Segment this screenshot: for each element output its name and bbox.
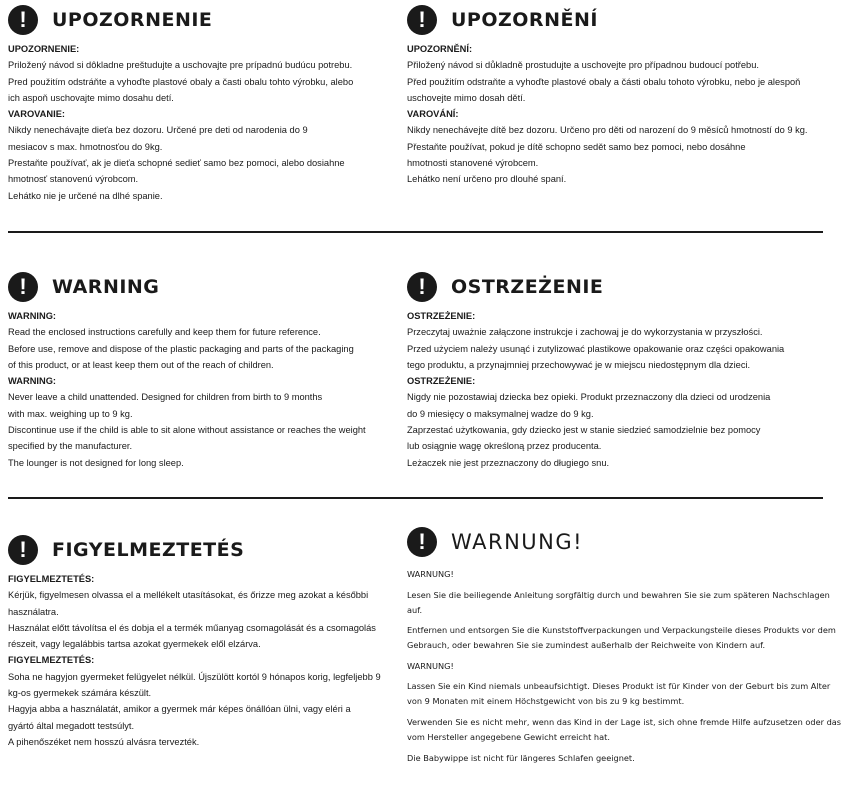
warning-exclamation-icon: ! xyxy=(8,272,38,302)
section-pl xyxy=(407,270,827,471)
section-title: WARNUNG! xyxy=(451,530,584,554)
heading: VAROVANIE: xyxy=(8,109,65,120)
section-header xyxy=(8,533,393,567)
paragraph: A pihenőszéket nem hosszú alvásra tervezték. xyxy=(8,736,200,747)
paragraph: Entfernen und entsorgen Sie die Kunststoffverpackungen und Verpackungsteile dieses Produkts vor dem Gebrauch, oder bewahren Sie sie zumindest außerhalb der Reichweite von Kindern auf. xyxy=(407,625,836,651)
paragraph: Priložený návod si dôkladne preštudujte a uschovajte pre prípadnú budúcu potrebu. xyxy=(8,60,353,71)
paragraph: Before use, remove and dispose of the plastic packaging and parts of the packaging of this product, or at least keep them out of the reach of children. xyxy=(8,343,354,370)
section-divider xyxy=(8,231,823,233)
paragraph: Lehátko není určeno pro dlouhé spaní. xyxy=(407,174,567,185)
section-hu xyxy=(8,533,393,750)
paragraph: Pred použitím odstráňte a vyhoďte plastové obaly a časti obalu tohto výrobku, alebo ich aspoň uschovajte mimo dosahu detí. xyxy=(8,76,354,103)
heading: WARNUNG! xyxy=(407,569,454,579)
heading: OSTRZEŻENIE: xyxy=(407,376,476,387)
heading: UPOZORNĚNÍ: xyxy=(407,44,473,54)
paragraph: Discontinue use if the child is able to sit alone without assistance or reaches the weight specified by the manufacturer. xyxy=(8,425,366,452)
section-sk xyxy=(8,3,388,204)
warning-exclamation-icon: ! xyxy=(407,5,437,35)
paragraph: Die Babywippe ist nicht für längeres Schlafen geeignet. xyxy=(407,752,635,763)
heading: UPOZORNENIE: xyxy=(8,44,80,54)
section-body xyxy=(8,308,388,471)
heading: FIGYELMEZTETÉS: xyxy=(8,655,95,666)
heading: WARNING: xyxy=(8,311,57,321)
paragraph: Nigdy nie pozostawiaj dziecka bez opieki. Produkt przeznaczony dla dzieci od urodzenia do 9 miesięcy o maksymalnej wadze do 9 kg. xyxy=(407,392,771,419)
paragraph: Nikdy nenechávejte dítě bez dozoru. Určeno pro děti od narození do 9 měsíců hmotností do 9 kg. xyxy=(407,125,808,136)
section-divider xyxy=(8,497,823,499)
section-title: OSTRZEŻENIE xyxy=(451,276,604,298)
section-cz xyxy=(407,3,827,188)
section-title: UPOZORNENIE xyxy=(52,9,213,31)
section-body xyxy=(407,41,827,188)
section-en xyxy=(8,270,388,471)
section-de xyxy=(407,525,843,771)
section-header xyxy=(407,3,827,37)
section-body xyxy=(8,41,388,204)
paragraph: Lehátko nie je určené na dlhé spanie. xyxy=(8,190,163,201)
paragraph: Read the enclosed instructions carefully and keep them for future reference. xyxy=(8,327,321,338)
heading: FIGYELMEZTETÉS: xyxy=(8,574,95,584)
section-title: UPOZORNĚNÍ xyxy=(451,9,598,31)
heading: WARNUNG! xyxy=(407,660,454,671)
section-header xyxy=(8,3,388,37)
warning-exclamation-icon: ! xyxy=(407,272,437,302)
heading: VAROVÁNÍ: xyxy=(407,109,459,120)
paragraph: Leżaczek nie jest przeznaczony do długiego snu. xyxy=(407,457,610,468)
paragraph: Lesen Sie die beiliegende Anleitung sorgfältig durch und bewahren Sie sie zum späteren Nachschlagen auf. xyxy=(407,589,830,615)
paragraph: Před použitím odstraňte a vyhoďte plastové obaly a části obalu tohoto výrobku, nebo je alespoň uschovejte mimo dosah dětí. xyxy=(407,76,801,103)
paragraph: Przed użyciem należy usunąć i zutylizować plastikowe opakowanie oraz części opakowania tego produktu, a przynajmniej przechowywać je w miejscu niedostępnym dla dzieci. xyxy=(407,343,785,370)
paragraph: Přiložený návod si důkladně prostudujte a uschovejte pro případnou budoucí potřebu. xyxy=(407,60,759,71)
paragraph: Lassen Sie ein Kind niemals unbeaufsichtigt. Dieses Produkt ist für Kinder von der Geburt bis zum Alter von 9 Monaten mit einem Höchstgewicht von bis zu 9 kg bestimmt. xyxy=(407,681,831,707)
paragraph: Zaprzestać użytkowania, gdy dziecko jest w stanie siedzieć samodzielnie bez pomocy lub osiągnie wagę określoną przez producenta. xyxy=(407,425,761,452)
section-title: WARNING xyxy=(52,276,160,298)
section-body xyxy=(407,567,843,766)
warning-exclamation-icon: ! xyxy=(8,535,38,565)
heading: OSTRZEŻENIE: xyxy=(407,311,476,321)
paragraph: Kérjük, figyelmesen olvassa el a mellékelt utasításokat, és őrizze meg azokat a későbbi használatra. xyxy=(8,590,369,617)
section-header xyxy=(407,525,843,559)
paragraph: Never leave a child unattended. Designed for children from birth to 9 months with max. weighing up to 9 kg. xyxy=(8,392,323,419)
section-body xyxy=(407,308,827,471)
heading: WARNING: xyxy=(8,376,57,387)
section-title: FIGYELMEZTETÉS xyxy=(52,539,245,561)
paragraph: Soha ne hagyjon gyermeket felügyelet nélkül. Újszülött kortól 9 hónapos korig, legfeljebb 9 kg-os gyermekek számára készült. xyxy=(8,671,381,699)
paragraph: Przeczytaj uważnie załączone instrukcje i zachowaj je do wykorzystania w przyszłości. xyxy=(407,327,763,338)
warning-exclamation-icon: ! xyxy=(8,5,38,35)
paragraph: Hagyja abba a használatát, amikor a gyermek már képes önállóan ülni, vagy eléri a gyártó által megadott testsúlyt. xyxy=(8,704,351,731)
warning-exclamation-icon: ! xyxy=(407,527,437,557)
paragraph: Verwenden Sie es nicht mehr, wenn das Kind in der Lage ist, sich ohne fremde Hilfe aufzusetzen oder das vom Hersteller angegebene Gewicht erreicht hat. xyxy=(407,716,842,742)
paragraph: Nikdy nenechávajte dieťa bez dozoru. Určené pre deti od narodenia do 9 mesiacov s max. hmotnosťou do 9kg. xyxy=(8,125,308,152)
section-header xyxy=(407,270,827,304)
section-body xyxy=(8,571,393,750)
section-header xyxy=(8,270,388,304)
paragraph: The lounger is not designed for long sleep. xyxy=(8,457,184,468)
paragraph: Prestaňte používať, ak je dieťa schopné sedieť samo bez pomoci, alebo dosiahne hmotnosť stanovenú výrobcom. xyxy=(8,158,345,185)
paragraph: Használat előtt távolítsa el és dobja el a termék műanyag csomagolását és a csomagolás részeit, vagy legalábbis tartsa azokat gyermekek elől elzárva. xyxy=(8,622,376,650)
paragraph: Přestaňte používat, pokud je dítě schopno sedět samo bez pomoci, nebo dosáhne hmotnosti stanovené výrobcem. xyxy=(407,141,746,169)
